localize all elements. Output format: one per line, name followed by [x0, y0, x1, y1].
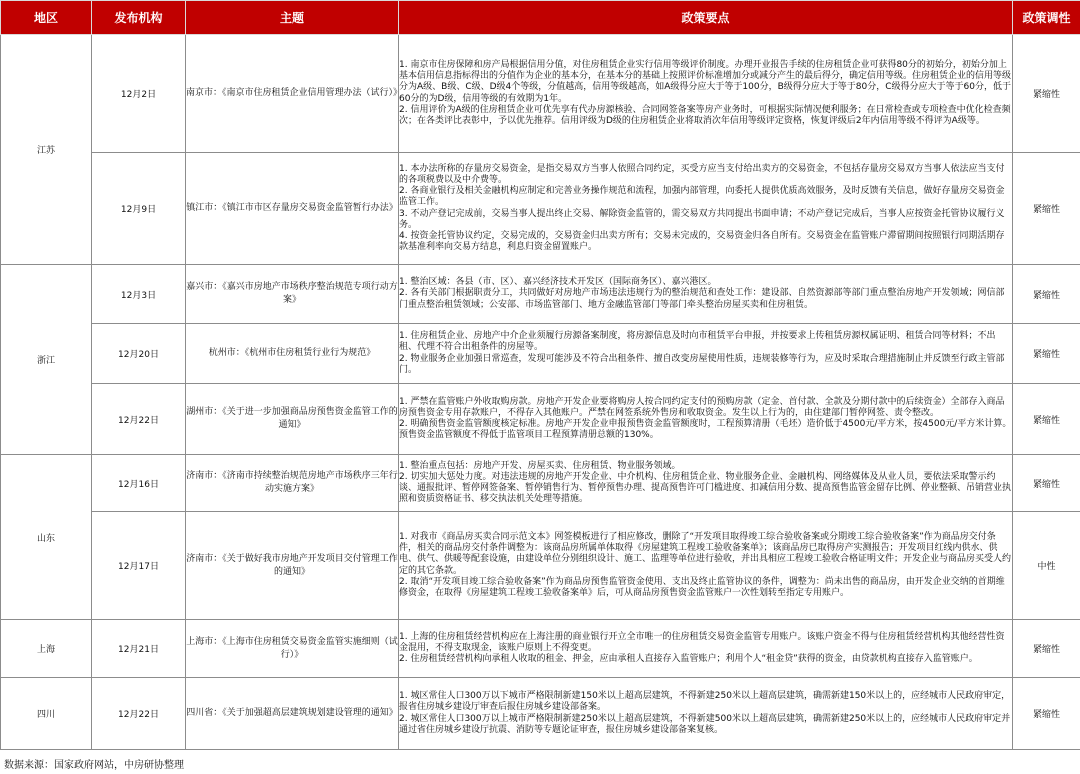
topic-cell: 镇江市：《镇江市市区存量房交易资金监管暂行办法》: [186, 153, 399, 265]
table-header-row: [1, 1, 1080, 35]
tone-cell: 紧缩性: [1013, 153, 1080, 265]
policy-point: 2. 信用评价为A级的住房租赁企业可优先享有代办房源核验、合同网签备案等房产业务时，可根据实际情况便利服务；在日常检查或专项检查中优化检查频次；在各类评比表彰中，予以优先推荐。信用评级为D级的住房租赁企业将取消次年信用等级评定资格，恢复评级后2年内信用等级不得评为A级等。: [399, 104, 1011, 126]
policy-point: 2. 物业服务企业加强日常巡查，发现可能涉及不符合出租条件、擅自改变房屋使用性质，违规装修等行为，应及时采取合理措施制止并反馈至行政主管部门。: [399, 353, 1005, 375]
tone-cell: 紧缩性: [1013, 265, 1080, 324]
topic-cell: 济南市：《济南市持续整治规范房地产市场秩序三年行动实施方案》: [186, 455, 399, 512]
region-cell: 浙江: [1, 265, 92, 455]
header-topic: 主题: [186, 1, 399, 35]
topic-cell: 南京市：《南京市住房租赁企业信用管理办法（试行）》: [186, 35, 399, 153]
policy-point: 1. 整治重点包括：房地产开发、房屋买卖、住房租赁、物业服务领域。: [399, 460, 681, 471]
policy-point: 1. 本办法所称的存量房交易资金，是指交易双方当事人依照合同约定，买受方应当支付给出卖方的交易资金，不包括存量房交易双方当事人依法应当支付的各项税费以及中介费等。: [399, 163, 1005, 185]
table-row: [1, 620, 1080, 678]
header-region: 地区: [1, 1, 92, 35]
tone-cell: 紧缩性: [1013, 384, 1080, 455]
topic-cell: 湖州市：《关于进一步加强商品房预售资金监管工作的通知》: [186, 384, 399, 455]
policy-points-cell: [399, 384, 1013, 455]
topic-cell: 杭州市：《杭州市住房租赁行业行为规范》: [186, 324, 399, 384]
policy-point: 4. 按资金托管协议约定，交易完成的，交易资金归出卖方所有；交易未完成的，交易资金归各自所有。交易资金在监管账户滞留期间按照银行同期活期存款基准利率向交易方结息，利息归资金留置账户。: [399, 230, 1005, 253]
table-row: [1, 153, 1080, 265]
policy-point: 2. 取消“开发项目竣工综合验收备案”作为商品房预售监管资金使用、支出及终止监管协议的条件，调整为：尚未出售的商品房，由开发企业交纳的首期维修资金，在取得《房屋建筑工程竣工验收备案单》后，可从商品房预售资金监管账户一次性划转至指定专用账户。: [399, 576, 1005, 598]
policy-point: 2. 明确预售资金监管额度核定标准。房地产开发企业申报预售资金监管额度时，工程预算清册（毛坯）造价低于4500元/平方米，按4500元/平方米计算。预售资金监管额度不得低于监管项目工程预算清册总额的130%。: [399, 419, 1012, 441]
policy-points-cell: [399, 35, 1013, 153]
region-cell: 山东: [1, 455, 92, 620]
header-policy-points: 政策要点: [399, 1, 1013, 35]
header-policy-tone: 政策调性: [1013, 1, 1080, 35]
region-cell: 上海: [1, 620, 92, 678]
date-cell: 12月22日: [92, 384, 186, 455]
policy-points-cell: [399, 512, 1013, 620]
tone-cell: 中性: [1013, 512, 1080, 620]
data-source-note: 数据来源：国家政府网站，中房研协整理: [4, 760, 184, 771]
policy-point: 3. 不动产登记完成前，交易当事人提出终止交易、解除资金监管的，需交易双方共同提出书面申请；不动产登记完成后，当事人应按资金托管协议履行义务。: [399, 208, 1005, 230]
policy-point: 1. 整治区域：各县（市、区）、嘉兴经济技术开发区（国际商务区）、嘉兴港区。: [399, 277, 717, 288]
date-cell: 12月21日: [92, 620, 186, 678]
date-cell: 12月3日: [92, 265, 186, 324]
topic-cell: 嘉兴市：《嘉兴市房地产市场秩序整治规范专项行动方案》: [186, 265, 399, 324]
policy-point: 2. 各有关部门根据职责分工，共同做好对房地产市场违法违规行为的整治规范和查处工作：建设部、自然资源部等部门重点整治房地产开发领域；网信部门重点整治租赁领域；公安部、市场监管部门、地方金融监管部门等部门牵头整治房屋买卖和住房租赁。: [399, 288, 1005, 310]
tone-cell: 紧缩性: [1013, 324, 1080, 384]
policy-point: 1. 上海的住房租赁经营机构应在上海注册的商业银行开立全市唯一的住房租赁交易资金监管专用账户。该账户资金不得与住房租赁经营机构其他经营性资金混用，不得支取现金，该账户原则上不得变更。: [399, 631, 1005, 653]
table-row: [1, 265, 1080, 324]
table-row: [1, 35, 1080, 153]
tone-cell: 紧缩性: [1013, 678, 1080, 750]
tone-cell: 紧缩性: [1013, 35, 1080, 153]
policy-points-cell: [399, 265, 1013, 324]
policy-point: 2. 住房租赁经营机构向承租人收取的租金、押金，应由承租人直接存入监管账户；利用个人“租金贷”获得的资金，由贷款机构直接存入监管账户。: [399, 654, 978, 665]
policy-point: 2. 城区常住人口300万以上城市严格限制新建250米以上超高层建筑，不得新建500米以上超高层建筑，确需新建250米以上的，应经城市人民政府审定并通过省住房城乡建设厅抗震、消防等专题论证审查，报住房城乡建设部备案复核。: [399, 713, 1011, 735]
policy-point: 1. 住房租赁企业、房地产中介企业须履行房源备案制度，将房源信息及时向市租赁平台申报，并按要求上传租赁房源权属证明、租赁合同等材料；不出租、代理不符合出租条件的房屋等。: [399, 331, 996, 353]
region-cell: 江苏: [1, 35, 92, 265]
topic-cell: 济南市：《关于做好我市房地产开发项目交付管理工作的通知》: [186, 512, 399, 620]
date-cell: 12月22日: [92, 678, 186, 750]
date-cell: 12月16日: [92, 455, 186, 512]
table-row: [1, 455, 1080, 512]
policy-point: 2. 各商业银行及相关金融机构应制定和完善业务操作规范和流程，加强内部管理，向委托人提供优质高效服务，及时反馈有关信息，做好存量房交易资金监管工作。: [399, 186, 1005, 208]
policy-points-cell: [399, 324, 1013, 384]
date-cell: 12月20日: [92, 324, 186, 384]
date-cell: 12月2日: [92, 35, 186, 153]
policy-point: 1. 城区常住人口300万以下城市严格限制新建150米以上超高层建筑，不得新建250米以上超高层建筑，确需新建150米以上的，应经城市人民政府审定，报省住房城乡建设厅审查后报住房城乡建设部备案。: [399, 691, 1011, 713]
policy-point: 1. 南京市住房保障和房产局根据信用分值，对住房租赁企业实行信用等级评价制度。办理开业报告手续的住房租赁企业可获得80分的初始分，初始分加上基本信用信息指标得出的分值作为企业的基本分，在基本分的基础上按照评价标准增加分或减分产生的最后得分，确定信用等级。住房租赁企业的信用等级分为A级、B级、C级、D级4个等级，分值越高，信用等级越高，如A级得分应大于等于100分，B级得分应大于等于80分，C级得分应大于等于60分，低于60分的为D级，信用等级的有效期为1年。: [399, 59, 1012, 104]
policy-points-cell: [399, 620, 1013, 678]
policy-point: 2. 切实加大惩处力度。对违法违规的房地产开发企业、中介机构、住房租赁企业、物业服务企业、金融机构、网络媒体及从业人员，要依法采取警示约谈、通报批评、暂停网签备案、暂停销售行为、暂停预售办理、提高预售许可门槛进度、扣减信用分数、提高预售监管金留存比例、停业整顿、吊销营业执照和资质资格证书、移交执法机关处理等措施。: [399, 471, 1012, 505]
header-agency: 发布机构: [92, 1, 186, 35]
topic-cell: 上海市：《上海市住房租赁交易资金监管实施细则（试行）》: [186, 620, 399, 678]
date-cell: 12月9日: [92, 153, 186, 265]
date-cell: 12月17日: [92, 512, 186, 620]
policy-points-cell: [399, 678, 1013, 750]
policy-point: 1. 严禁在监管账户外收取购房款。房地产开发企业要将购房人按合同约定支付的预购房款（定金、首付款、全款及分期付款中的后续资金）全部存入商品房预售资金专用存款账户，不得存入其他账户。严禁在网签系统外售房和收取资金。发生以上行为的，由住建部门暂停网签、责令整改。: [399, 396, 1005, 418]
table-row: [1, 384, 1080, 455]
table-row: [1, 324, 1080, 384]
region-cell: 四川: [1, 678, 92, 750]
tone-cell: 紧缩性: [1013, 620, 1080, 678]
topic-cell: 四川省：《关于加强超高层建筑规划建设管理的通知》: [186, 678, 399, 750]
tone-cell: 紧缩性: [1013, 455, 1080, 512]
table-row: [1, 512, 1080, 620]
table-row: [1, 678, 1080, 750]
policy-point: 1. 对我市《商品房买卖合同示范文本》网签模板进行了相应修改，删除了“开发项目取得竣工综合验收备案或分期竣工综合验收备案”作为商品房交付条件，相关的商品房交付条件调整为：该商品房所属单体取得《房屋建筑工程竣工验收备案单》；该商品房已取得房产实测报告；开发项目红线内供水、供电、供气、供暖等配套设施，由建设单位分别组织设计、施工、监理等单位进行验收，并出具相应工程竣工验收合格证明文件；开发企业与商品房买受人约定的其它条款。: [399, 531, 1012, 576]
policy-points-cell: [399, 153, 1013, 265]
policy-points-cell: [399, 455, 1013, 512]
